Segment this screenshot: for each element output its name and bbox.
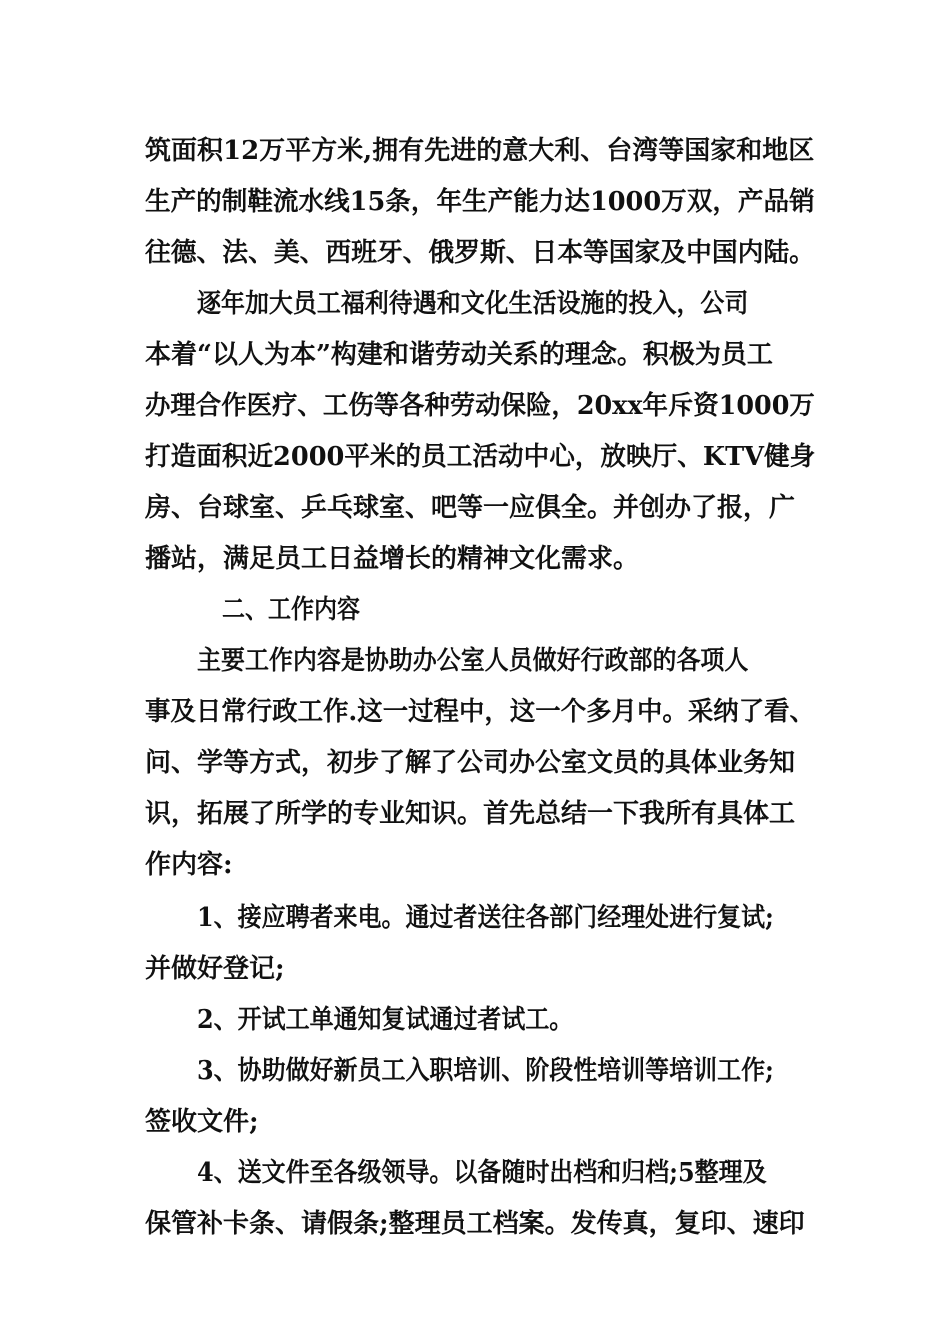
text-line: 播站，满足员工日益增长的精神文化需求。	[145, 544, 640, 574]
text-line: 打造面积近2000平米的员工活动中心，放映厅、KTV健身	[145, 442, 816, 472]
paragraph-first-line: 逐年加大员工福利待遇和文化生活设施的投入，公司	[197, 289, 749, 319]
list-item-2: 2、开试工单通知复试通过者试工。	[197, 1005, 574, 1035]
text-line: 签收文件;	[145, 1107, 259, 1137]
text-line: 办理合作医疗、工伤等各种劳动保险，20xx年斥资1000万	[145, 391, 815, 421]
paragraph-first-line: 主要工作内容是协助办公室人员做好行政部的各项人	[197, 646, 749, 676]
text-line: 问、学等方式，初步了解了公司办公室文员的具体业务知	[145, 748, 796, 778]
text-line: 识，拓展了所学的专业知识。首先总结一下我所有具体工	[145, 799, 796, 829]
list-item-4: 4、送文件至各级领导。以备随时出档和归档;5整理及	[197, 1158, 767, 1188]
list-item-1: 1、接应聘者来电。通过者送往各部门经理处进行复试;	[197, 903, 774, 933]
text-line: 往德、法、美、西班牙、俄罗斯、日本等国家及中国内陆。	[145, 238, 815, 268]
text-line: 本着“以人为本”构建和谐劳动关系的理念。积极为员工	[145, 340, 773, 370]
text-line: 保管补卡条、请假条;整理员工档案。发传真，复印、速印	[145, 1209, 805, 1239]
text-line: 生产的制鞋流水线15条，年生产能力达1000万双，产品销	[145, 187, 815, 217]
text-line: 筑面积12万平方米,拥有先进的意大利、台湾等国家和地区	[145, 136, 815, 166]
text-line: 作内容:	[145, 850, 233, 880]
text-line: 事及日常行政工作.这一过程中，这一个多月中。采纳了看、	[145, 697, 815, 727]
text-line: 并做好登记;	[145, 954, 285, 984]
list-item-3: 3、协助做好新员工入职培训、阶段性培训等培训工作;	[197, 1056, 774, 1086]
section-heading: 二、工作内容	[222, 595, 361, 625]
text-line: 房、台球室、乒乓球室、吧等一应俱全。并创办了报，广	[145, 493, 796, 523]
